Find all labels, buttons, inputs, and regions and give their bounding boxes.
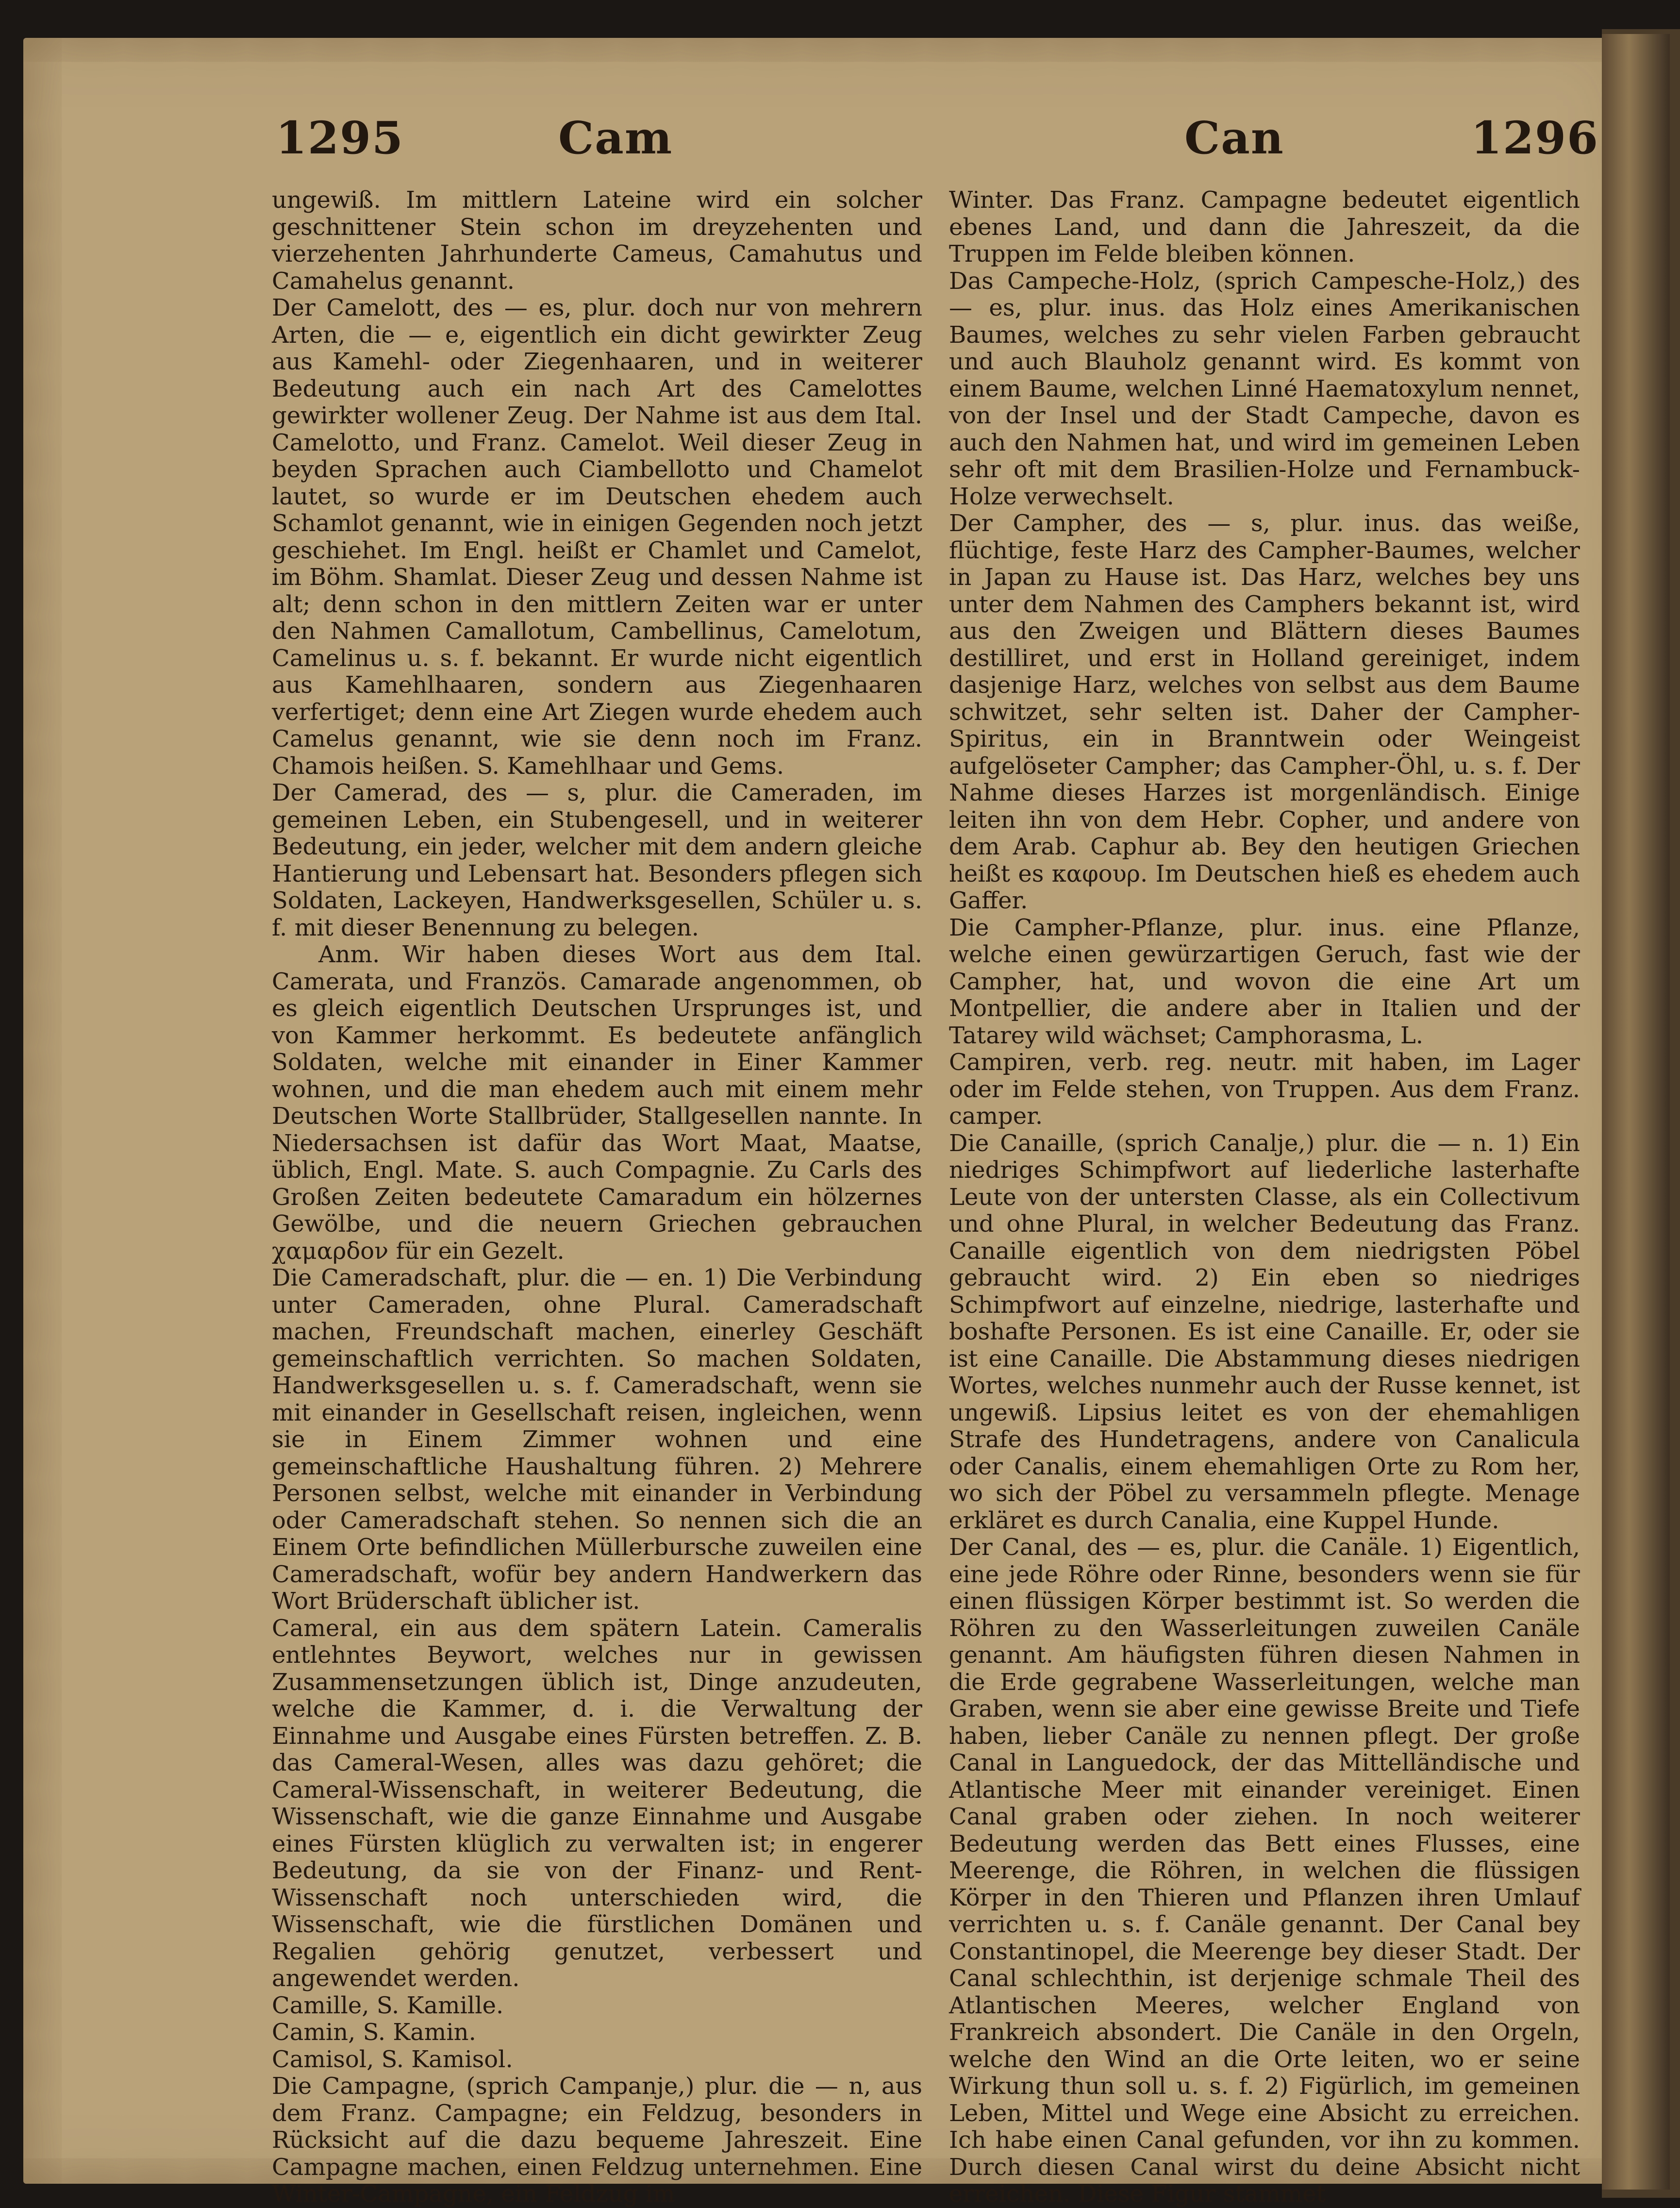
entry-campagne-continued: Winter. Das Franz. Campagne bedeutet eigentlich ebenes Land, und dann die Jahreszeit, da die Truppen im Felde bleiben können. [949, 186, 1580, 268]
entry-campher-pflanze: Die Campher-Pflanze, plur. inus. eine Pflanze, welche einen gewürzartigen Geruch, fast wie der Campher, hat, und wovon die eine Art um Montpellier, die andere aber in Italien und der Tatarey wild wächset; Camphorasma, L. [949, 914, 1580, 1049]
left-running-head: Cam [558, 112, 673, 164]
entry-campiren: Campiren, verb. reg. neutr. mit haben, im Lager oder im Felde stehen, von Truppen. Aus dem Franz. camper. [949, 1049, 1580, 1130]
entry-campher: Der Campher, des — s, plur. inus. das weiße, flüchtige, feste Harz des Campher-Baumes, welcher in Japan zu Hause ist. Das Harz, welches bey uns unter dem Nahmen des Camphers bekannt ist, wird aus den Zweigen und Blättern dieses Baumes destilliret, und erst in Holland gereiniget, indem dasjenige Harz, welches von selbst aus dem Baume schwitzet, sehr selten ist. Daher der Campher-Spiritus, ein in Branntwein oder Weingeist aufgelöseter Campher; das Campher-Öhl, u. s. f. Der Nahme dieses Harzes ist morgenländisch. Einige leiten ihn von dem Hebr. Copher, und andere von dem Arab. Caphur ab. Bey den heutigen Griechen heißt es καφουρ. Im Deutschen hieß es ehedem auch Gaffer. [949, 510, 1580, 914]
book-spine-edge [1602, 34, 1670, 2190]
right-running-head: Can [1184, 112, 1284, 164]
entry-camille: Camille, S. Kamille. [272, 1991, 504, 2019]
left-text-column [272, 187, 922, 2208]
entry-camisol: Camisol, S. Kamisol. [272, 2045, 513, 2073]
entry-cameral: Cameral, ein aus dem spätern Latein. Cameralis entlehntes Beywort, welches nur in gewissen Zusammensetzungen üblich ist, Dinge anzudeuten, welche die Kammer, d. i. die Verwaltung der Einnahme und Ausgabe eines Fürsten betreffen. Z. B. das Cameral-Wesen, alles was dazu gehöret; die Cameral-Wissenschaft, in weiterer Bedeutung, die Wissenschaft, wie die ganze Einnahme und Ausgabe eines Fürsten klüglich zu verwalten ist; in engerer Bedeutung, da sie von der Finanz- und Rent-Wissenschaft noch unterschieden wird, die Wissenschaft, wie die fürstlichen Domänen und Regalien gehörig genutzet, verbessert und angewendet werden. [272, 1614, 922, 1992]
entry-camerad-note: Anm. Wir haben dieses Wort aus dem Ital. Camerata, und Französ. Camarade angenommen, ob es gleich eigentlich Deutschen Ursprunges ist, und von Kammer herkommt. Es bedeutete anfänglich Soldaten, welche mit einander in Einer Kammer wohnen, und die man ehedem auch mit einem mehr Deutschen Worte Stallbrüder, Stallgesellen nannte. In Niedersachsen ist dafür das Wort Maat, Maatse, üblich, Engl. Mate. S. auch Compagnie. Zu Carls des Großen Zeiten bedeutete Camaradum ein hölzernes Gewölbe, und die neuern Griechen gebrauchen χαμαρδον für ein Gezelt. [272, 941, 922, 1265]
right-text-column [949, 187, 1580, 2208]
entry-campeche-holz: Das Campeche-Holz, (sprich Campesche-Holz,) des — es, plur. inus. das Holz eines Amerikanischen Baumes, welches zu sehr vielen Farben gebraucht und auch Blauholz genannt wird. Es kommt von einem Baume, welchen Linné Haematoxylum nennet, von der Insel und der Stadt Campeche, davon es auch den Nahmen hat, und wird im gemeinen Leben sehr oft mit dem Brasilien-Holze und Fernambuck-Holze verwechselt. [949, 267, 1580, 510]
entry-canaille: Die Canaille, (sprich Canalje,) plur. die — n. 1) Ein niedriges Schimpfwort auf liederliche lasterhafte Leute von der untersten Classe, als ein Collectivum und ohne Plural, in welcher Bedeutung das Franz. Canaille eigentlich von dem niedrigsten Pöbel gebraucht wird. 2) Ein eben so niedriges Schimpfwort auf einzelne, niedrige, lasterhafte und boshafte Personen. Es ist eine Canaille. Er, oder sie ist eine Canaille. Die Abstammung dieses niedrigen Wortes, welches nunmehr auch der Russe kennet, ist ungewiß. Lipsius leitet es von der ehemahligen Strafe des Hundetragens, andere von Canalicula oder Canalis, einem ehemahligen Orte zu Rom her, wo sich der Pöbel zu versammeln pflegte. Menage erkläret es durch Canalia, eine Kuppel Hunde. [949, 1129, 1580, 1534]
entry-camerad: Der Camerad, des — s, plur. die Cameraden, im gemeinen Leben, ein Stubengesell, und in weiterer Bedeutung, ein jeder, welcher mit dem andern gleiche Hantierung und Lebensart hat. Besonders pflegen sich Soldaten, Lackeyen, Handwerksgesellen, Schüler u. s. f. mit dieser Benennung zu belegen. [272, 779, 922, 941]
entry-camin: Camin, S. Kamin. [272, 2019, 476, 2046]
entry-camelott: Der Camelott, des — es, plur. doch nur von mehrern Arten, die — e, eigentlich ein dicht gewirkter Zeug aus Kamehl- oder Ziegenhaaren, und in weiterer Bedeutung auch ein nach Art des Camelottes gewirkter wollener Zeug. Der Nahme ist aus dem Ital. Camelotto, und Franz. Camelot. Weil dieser Zeug in beyden Sprachen auch Ciambellotto und Chamelot lautet, so wurde er im Deutschen ehedem auch Schamlot genannt, wie in einigen Gegenden noch jetzt geschiehet. Im Engl. heißt er Chamlet und Camelot, im Böhm. Shamlat. Dieser Zeug und dessen Nahme ist alt; denn schon in den mittlern Zeiten war er unter den Nahmen Camallotum, Cambellinus, Camelotum, Camelinus u. s. f. bekannt. Er wurde nicht eigentlich aus Kamehlhaaren, sondern aus Ziegenhaaren verfertiget; denn eine Art Ziegen wurde ehedem auch Camelus genannt, wie sie denn noch im Franz. Chamois heißen. S. Kamehlhaar und Gems. [272, 294, 922, 780]
entry-campagne: Die Campagne, (sprich Campanje,) plur. die — n, aus dem Franz. Campagne; ein Feldzug, besonders in Rücksicht auf die dazu bequeme Jahreszeit. Eine Campagne machen, einen Feldzug unternehmen. Eine Winter-Campagne, ein Feldzug im [272, 2073, 922, 2208]
right-page-number: 1296 [1471, 112, 1599, 164]
left-page-number: 1295 [276, 112, 404, 164]
entry-paragraph: ungewiß. Im mittlern Lateine wird ein solcher geschnittener Stein schon im dreyzehenten und vierzehenten Jahrhunderte Cameus, Camahutus und Camahelus genannt. [272, 186, 922, 295]
entry-cameradschaft: Die Cameradschaft, plur. die — en. 1) Die Verbindung unter Cameraden, ohne Plural. Cameradschaft machen, Freundschaft machen, einerley Geschäft gemeinschaftlich verrichten. So machen Soldaten, Handwerksgesellen u. s. f. Cameradschaft, wenn sie mit einander in Gesellschaft reisen, ingleichen, wenn sie in Einem Zimmer wohnen und eine gemeinschaftliche Haushaltung führen. 2) Mehrere Personen selbst, welche mit einander in Verbindung oder Cameradschaft stehen. So nennen sich die an Einem Orte befindlichen Müllerbursche zuweilen eine Cameradschaft, wofür bey andern Handwerkern das Wort Brüderschaft üblicher ist. [272, 1264, 922, 1615]
entry-canal: Der Canal, des — es, plur. die Canäle. 1) Eigentlich, eine jede Röhre oder Rinne, besonders wenn sie für einen flüssigen Körper bestimmt ist. So werden die Röhren zu den Wasserleitungen zuweilen Canäle genannt. Am häufigsten führen diesen Nahmen in die Erde gegrabene Wasserleitungen, welche man Graben, wenn sie aber eine gewisse Breite und Tiefe haben, lieber Canäle zu nennen pflegt. Der große Canal in Languedock, der das Mittelländische und Atlantische Meer mit einander vereiniget. Einen Canal graben oder ziehen. In noch weiterer Bedeutung werden das Bett eines Flusses, eine Meerenge, die Röhren, in welchen die flüssigen Körper in den Thieren und Pflanzen ihren Umlauf verrichten u. s. f. Canäle genannt. Der Canal bey Constantinopel, die Meerenge bey dieser Stadt. Der Canal schlechthin, ist derjenige schmale Theil des Atlantischen Meeres, welcher England von Frankreich absondert. Die Canäle in den Orgeln, welche den Wind an die Orte leiten, wo er seine Wirkung thun soll u. s. f. 2) Figürlich, im gemeinen Leben, Mittel und Wege eine Absicht zu erreichen. Ich habe einen Canal gefunden, vor ihn zu kommen. Durch diesen Canal wirst du deine Absicht nicht erreichen. Diese Figur stammet [949, 1534, 1580, 2208]
